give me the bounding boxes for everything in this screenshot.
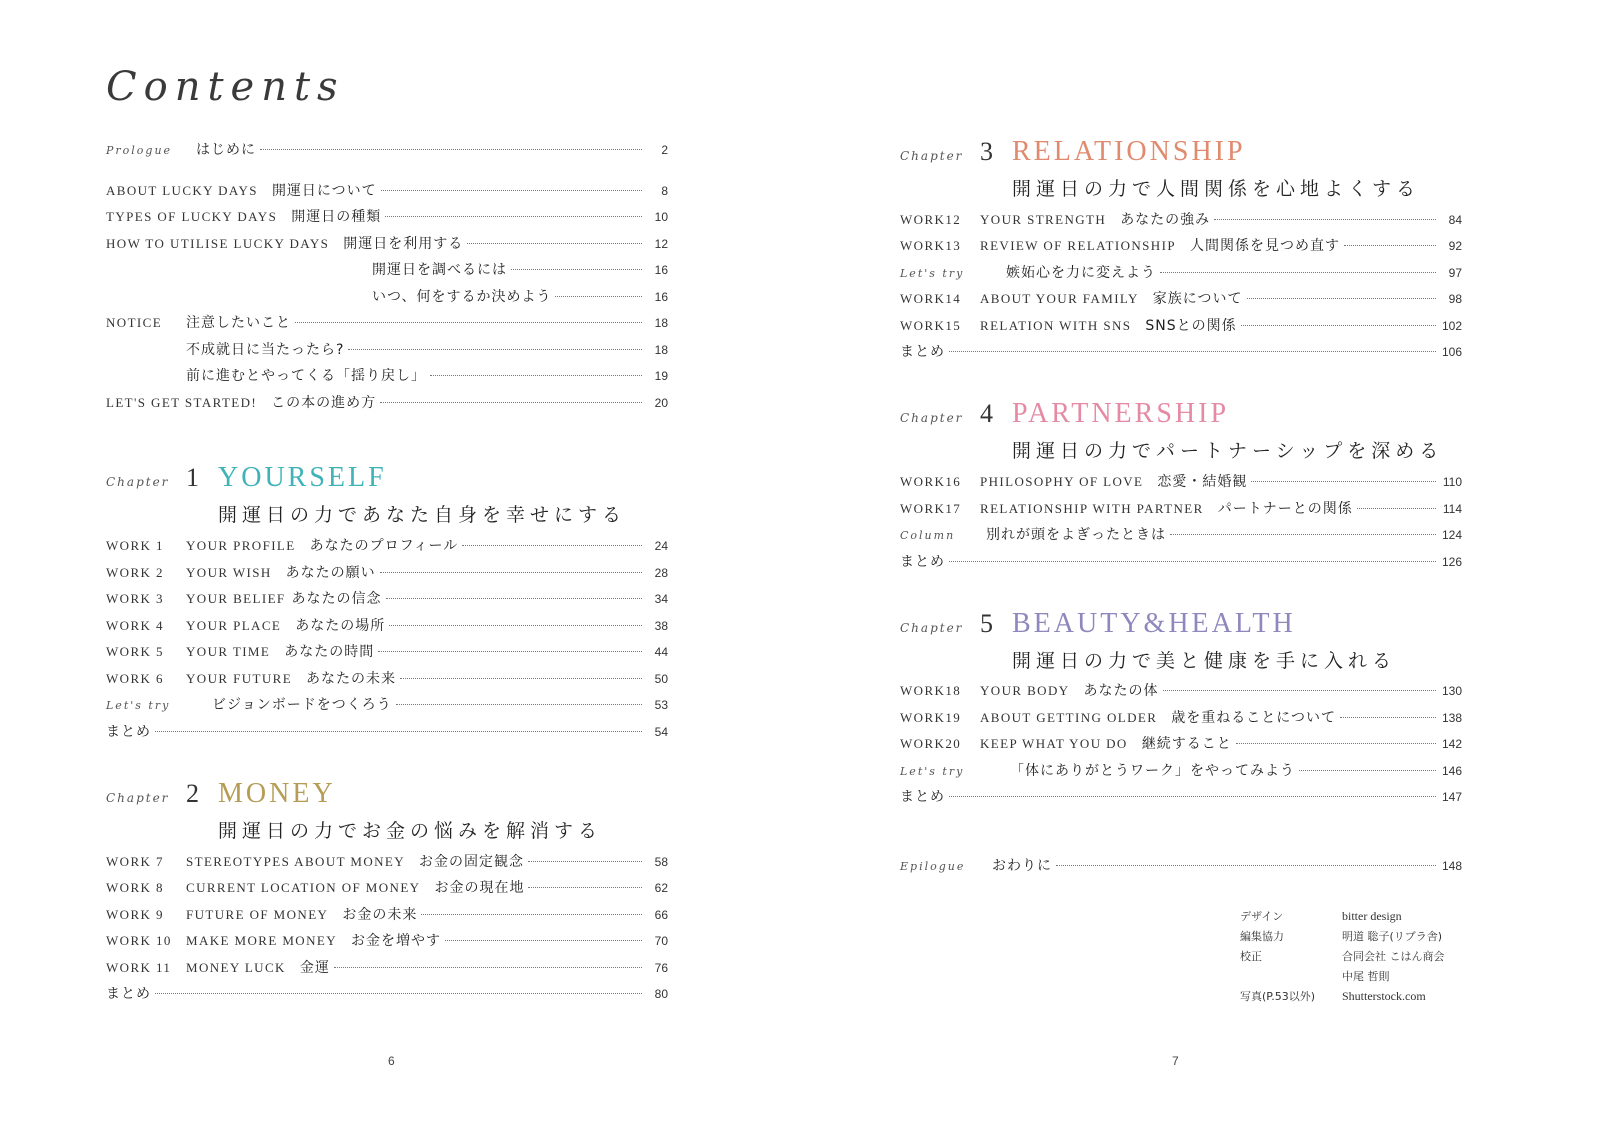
work-number: WORK 6: [106, 671, 164, 686]
page-number: 38: [654, 619, 668, 633]
page-number: 34: [654, 592, 668, 606]
page-number: 126: [1442, 555, 1463, 569]
credit-row: [1240, 986, 1445, 1006]
entry-jp: 「体にありがとうワーク」をやってみよう: [1010, 763, 1295, 779]
entry-jp: あなたの場所: [295, 618, 386, 634]
work-number: WORK12: [900, 212, 962, 227]
entry-en: ABOUT LUCKY DAYS: [106, 183, 258, 198]
page-number: 18: [654, 316, 668, 330]
entry-en: TYPES OF LUCKY DAYS: [106, 209, 278, 224]
toc-entry[interactable]: [900, 707, 1462, 729]
entry-en: YOUR TIME: [186, 644, 271, 659]
entry-title: おわりに: [992, 858, 1052, 874]
entry-en: CURRENT LOCATION OF MONEY: [186, 880, 421, 895]
work-number: WORK 10: [106, 933, 172, 948]
entry-en: ABOUT YOUR FAMILY: [980, 291, 1139, 306]
credit-row: [1240, 926, 1445, 946]
entry-jp: 別れが頭をよぎったときは: [986, 527, 1166, 543]
credit-row: [1240, 966, 1445, 986]
toc-entry[interactable]: [106, 615, 668, 637]
credit-value: Shutterstock.com: [1342, 988, 1426, 1003]
work-number: WORK14: [900, 291, 962, 306]
dot-leader: [155, 993, 642, 994]
dot-leader: [378, 651, 642, 652]
dot-leader: [1056, 865, 1436, 866]
entry-en: MAKE MORE MONEY: [186, 933, 337, 948]
dot-leader: [385, 216, 642, 217]
toc-entry[interactable]: [106, 668, 668, 690]
entry-jp: パートナーとの関係: [1217, 501, 1353, 517]
dot-leader: [155, 731, 642, 732]
credit-value: 中尾 哲則: [1342, 970, 1390, 983]
entry-en: STEREOTYPES ABOUT MONEY: [186, 854, 406, 869]
dot-leader: [380, 402, 642, 403]
page-number: 2: [661, 143, 668, 157]
toc-entry[interactable]: [372, 259, 668, 281]
dot-leader: [430, 375, 642, 376]
lets-try-label: Let's try: [106, 699, 171, 712]
page-number: 19: [654, 369, 668, 383]
entry-jp: 注意したいこと: [186, 315, 291, 331]
work-number: WORK 2: [106, 565, 164, 580]
toc-entry[interactable]: [106, 206, 668, 228]
chapter-label: Chapter: [900, 621, 964, 635]
page-number: 142: [1442, 737, 1463, 751]
page-number: 54: [654, 725, 668, 739]
dot-leader: [348, 349, 642, 350]
entry-en: RELATIONSHIP WITH PARTNER: [980, 501, 1204, 516]
entry-jp: この本の進め方: [271, 395, 377, 411]
chapter-title: RELATIONSHIP: [1012, 136, 1246, 167]
page-number-folio: 6: [388, 1054, 395, 1068]
dot-leader: [462, 545, 642, 546]
page-number: 50: [654, 672, 668, 686]
toc-entry[interactable]: [106, 535, 668, 557]
chapter-number: 3: [980, 137, 993, 166]
page-number: 53: [654, 698, 668, 712]
chapter-3-heading[interactable]: [900, 136, 1246, 176]
toc-entry[interactable]: [900, 524, 1462, 546]
entry-en: LET'S GET STARTED!: [106, 395, 258, 410]
dot-leader: [396, 704, 642, 705]
right-page: [800, 0, 1600, 1135]
page-number: 24: [654, 539, 668, 553]
toc-entry-summary[interactable]: [900, 551, 1462, 573]
toc-entry[interactable]: [106, 877, 668, 899]
credit-value: 合同会社 こはん商会: [1342, 950, 1445, 963]
toc-entry[interactable]: [106, 641, 668, 663]
chapter-number: 1: [186, 463, 199, 492]
entry-en: REVIEW OF RELATIONSHIP: [980, 238, 1176, 253]
work-number: WORK 5: [106, 644, 164, 659]
page-number: 66: [654, 908, 668, 922]
toc-entry[interactable]: [372, 286, 668, 308]
work-number: WORK 11: [106, 960, 172, 975]
toc-entry[interactable]: [900, 760, 1462, 782]
credit-row: [1240, 946, 1445, 966]
entry-jp: あなたの願い: [285, 565, 376, 581]
page-number: 18: [654, 343, 668, 357]
entry-en: YOUR WISH: [186, 565, 272, 580]
page-number: 92: [1448, 239, 1462, 253]
page-number: 76: [654, 961, 668, 975]
toc-entry[interactable]: [900, 733, 1462, 755]
entry-jp: お金の未来: [342, 907, 418, 923]
credit-value: 明道 聡子(リブラ舎): [1342, 930, 1443, 943]
lets-try-label: Let's try: [900, 765, 965, 778]
toc-entry[interactable]: [106, 312, 668, 334]
chapter-2-heading[interactable]: [106, 778, 336, 818]
entry-jp: 金運: [299, 960, 330, 976]
page-number: 97: [1448, 266, 1462, 280]
page-number: 138: [1442, 711, 1463, 725]
page-number: 80: [654, 987, 668, 1001]
dot-leader: [380, 572, 642, 573]
dot-leader: [1160, 272, 1436, 273]
lets-try-label: Let's try: [900, 267, 965, 280]
dot-leader: [1236, 743, 1436, 744]
entry-jp: 歳を重ねることについて: [1171, 710, 1337, 726]
work-number: WORK 4: [106, 618, 164, 633]
entry-jp: 開運日を調べるには: [372, 262, 507, 278]
chapter-subtitle: 開運日の力で美と健康を手に入れる: [1012, 650, 1397, 672]
dot-leader: [400, 678, 642, 679]
toc-entry[interactable]: [900, 288, 1462, 310]
entry-en: YOUR PROFILE: [186, 538, 296, 553]
contents-title: Contents: [106, 64, 345, 110]
entry-jp: お金を増やす: [351, 933, 441, 949]
dot-leader: [334, 967, 642, 968]
entry-jp: 家族について: [1152, 291, 1243, 307]
page-number: 70: [654, 934, 668, 948]
toc-entry[interactable]: [106, 180, 668, 202]
entry-en: ABOUT GETTING OLDER: [980, 710, 1158, 725]
toc-entry[interactable]: [900, 680, 1462, 702]
entry-jp: お金の固定観念: [419, 854, 525, 870]
work-number: WORK20: [900, 736, 962, 751]
page-number: 44: [654, 645, 668, 659]
work-number: WORK17: [900, 501, 962, 516]
entry-en: FUTURE OF MONEY: [186, 907, 329, 922]
dot-leader: [949, 351, 1436, 352]
entry-en: NOTICE: [106, 315, 163, 330]
dot-leader: [528, 887, 642, 888]
chapter-label: Chapter: [900, 149, 964, 163]
entry-en: YOUR FUTURE: [186, 671, 293, 686]
page-number: 10: [654, 210, 668, 224]
dot-leader: [1251, 481, 1436, 482]
entry-jp: ビジョンボードをつくろう: [212, 697, 392, 713]
work-number: WORK 8: [106, 880, 164, 895]
chapter-number: 4: [980, 399, 993, 428]
dot-leader: [555, 296, 642, 297]
entry-en: YOUR BELIEF: [186, 591, 286, 606]
dot-leader: [1241, 325, 1436, 326]
page-number: 147: [1442, 790, 1463, 804]
toc-entry[interactable]: [106, 588, 668, 610]
dot-leader: [295, 322, 642, 323]
chapter-1-heading[interactable]: [106, 462, 387, 502]
dot-leader: [389, 625, 642, 626]
credit-label: 写真(P.53以外): [1240, 990, 1315, 1003]
chapter-subtitle: 開運日の力でお金の悩みを解消する: [218, 820, 603, 842]
entry-jp: 人間関係を見つめ直す: [1189, 238, 1340, 254]
chapter-title: BEAUTY&HEALTH: [1012, 608, 1296, 639]
toc-entry[interactable]: [900, 315, 1462, 337]
entry-en: HOW TO UTILISE LUCKY DAYS: [106, 236, 330, 251]
chapter-title: YOURSELF: [218, 462, 387, 493]
dot-leader: [467, 243, 642, 244]
toc-entry[interactable]: [186, 365, 668, 387]
dot-leader: [511, 269, 642, 270]
chapter-title: MONEY: [218, 778, 336, 809]
toc-entry[interactable]: [900, 498, 1462, 520]
chapter-title: PARTNERSHIP: [1012, 398, 1230, 429]
dot-leader: [1299, 770, 1436, 771]
entry-en: MONEY LUCK: [186, 960, 286, 975]
page-number: 62: [654, 881, 668, 895]
page-number: 20: [654, 396, 668, 410]
page-number: 114: [1442, 502, 1462, 516]
dot-leader: [445, 940, 642, 941]
chapter-5-heading[interactable]: [900, 608, 1296, 648]
page-number: 98: [1448, 292, 1462, 306]
work-number: WORK16: [900, 474, 962, 489]
chapter-number: 2: [186, 779, 199, 808]
toc-entry[interactable]: [900, 209, 1462, 231]
toc-entry[interactable]: [900, 262, 1462, 284]
page-number: 146: [1442, 764, 1463, 778]
work-number: WORK15: [900, 318, 962, 333]
page-number: 58: [654, 855, 668, 869]
entry-jp: 開運日の種類: [291, 209, 382, 225]
page-number: 130: [1442, 684, 1463, 698]
dot-leader: [949, 561, 1436, 562]
chapter-number: 5: [980, 609, 993, 638]
work-number: WORK 9: [106, 907, 164, 922]
work-number: WORK19: [900, 710, 962, 725]
toc-entry[interactable]: [106, 851, 668, 873]
dot-leader: [1340, 717, 1436, 718]
toc-entry-summary[interactable]: [900, 341, 1462, 363]
entry-jp: 嫉妬心を力に変えよう: [1006, 265, 1156, 281]
entry-jp: まとめ: [106, 986, 151, 1002]
entry-jp: 不成就日に当たったら?: [186, 342, 345, 358]
toc-entry[interactable]: [186, 339, 668, 361]
credit-value: bitter design: [1342, 908, 1402, 923]
epilogue-label: Epilogue: [900, 860, 966, 873]
entry-jp: 開運日について: [271, 183, 377, 199]
toc-entry[interactable]: [900, 235, 1462, 257]
dot-leader: [1344, 245, 1436, 246]
work-number: WORK 3: [106, 591, 164, 606]
chapter-4-heading[interactable]: [900, 398, 1229, 438]
credit-label: 編集協力: [1240, 930, 1284, 943]
entry-en: YOUR PLACE: [186, 618, 282, 633]
entry-title: はじめに: [196, 142, 256, 158]
page-number: 106: [1442, 345, 1463, 359]
entry-jp: あなたの未来: [306, 671, 397, 687]
prologue-label: Prologue: [106, 144, 173, 157]
chapter-label: Chapter: [106, 791, 170, 805]
chapter-subtitle: 開運日の力であなた自身を幸せにする: [218, 504, 627, 526]
chapter-subtitle: 開運日の力で人間関係を心地よくする: [1012, 178, 1421, 200]
entry-en: RELATION WITH SNS: [980, 318, 1132, 333]
toc-entry[interactable]: [106, 392, 668, 414]
toc-entry[interactable]: [900, 471, 1462, 493]
toc-entry-summary[interactable]: [900, 786, 1462, 808]
page-number: 28: [654, 566, 668, 580]
toc-entry[interactable]: [106, 904, 668, 926]
toc-entry[interactable]: [106, 957, 668, 979]
toc-entry-summary[interactable]: [106, 983, 668, 1005]
dot-leader: [381, 190, 642, 191]
page-number: 102: [1442, 319, 1463, 333]
dot-leader: [1357, 508, 1436, 509]
entry-jp: いつ、何をするか決めよう: [372, 289, 552, 305]
toc-entry-prologue[interactable]: [106, 139, 668, 161]
toc-entry[interactable]: [106, 233, 668, 255]
chapter-subtitle: 開運日の力でパートナーシップを深める: [1012, 440, 1444, 462]
entry-jp: まとめ: [900, 789, 945, 805]
page-number-folio: 7: [1172, 1054, 1179, 1068]
work-number: WORK13: [900, 238, 962, 253]
chapter-label: Chapter: [106, 475, 170, 489]
entry-jp: あなたの強み: [1120, 212, 1211, 228]
toc-entry[interactable]: [106, 562, 668, 584]
dot-leader: [1163, 690, 1436, 691]
entry-en: YOUR BODY: [980, 683, 1070, 698]
chapter-label: Chapter: [900, 411, 964, 425]
page-number: 84: [1448, 213, 1462, 227]
entry-jp: あなたの信念: [291, 591, 382, 607]
credit-row: [1240, 906, 1445, 926]
column-label: Column: [900, 529, 956, 542]
entry-en: YOUR STRENGTH: [980, 212, 1107, 227]
entry-jp: 開運日を利用する: [343, 236, 464, 252]
credit-label: デザイン: [1240, 910, 1284, 923]
page-number: 16: [654, 290, 668, 304]
work-number: WORK18: [900, 683, 962, 698]
toc-entry[interactable]: [106, 694, 668, 716]
dot-leader: [1170, 534, 1436, 535]
entry-jp: 前に進むとやってくる「揺り戻し」: [186, 368, 426, 384]
page-number: 8: [661, 184, 668, 198]
entry-jp: お金の現在地: [434, 880, 525, 896]
entry-jp: あなたの体: [1083, 683, 1159, 699]
entry-en: PHILOSOPHY OF LOVE: [980, 474, 1144, 489]
entry-jp: あなたの時間: [284, 644, 375, 660]
dot-leader: [1247, 298, 1437, 299]
dot-leader: [260, 149, 642, 150]
dot-leader: [421, 914, 642, 915]
entry-jp: まとめ: [106, 724, 151, 740]
page-number: 12: [654, 237, 668, 251]
page-number: 110: [1442, 475, 1462, 489]
credit-label: 校正: [1240, 950, 1262, 963]
dot-leader: [1214, 219, 1436, 220]
entry-jp: 継続すること: [1141, 736, 1232, 752]
credits-block: [1240, 906, 1445, 1006]
entry-jp: 恋愛・結婚観: [1157, 474, 1248, 490]
dot-leader: [386, 598, 642, 599]
entry-jp: まとめ: [900, 344, 945, 360]
work-number: WORK 7: [106, 854, 164, 869]
dot-leader: [949, 796, 1436, 797]
toc-entry-epilogue[interactable]: [900, 855, 1462, 877]
entry-jp: SNSとの関係: [1145, 318, 1237, 334]
entry-jp: まとめ: [900, 554, 945, 570]
page-number: 16: [654, 263, 668, 277]
toc-entry-summary[interactable]: [106, 721, 668, 743]
entry-jp: あなたのプロフィール: [309, 538, 459, 554]
work-number: WORK 1: [106, 538, 164, 553]
dot-leader: [528, 861, 642, 862]
page-number: 124: [1442, 528, 1463, 542]
page-number: 148: [1442, 859, 1463, 873]
entry-en: KEEP WHAT YOU DO: [980, 736, 1128, 751]
toc-entry[interactable]: [106, 930, 668, 952]
